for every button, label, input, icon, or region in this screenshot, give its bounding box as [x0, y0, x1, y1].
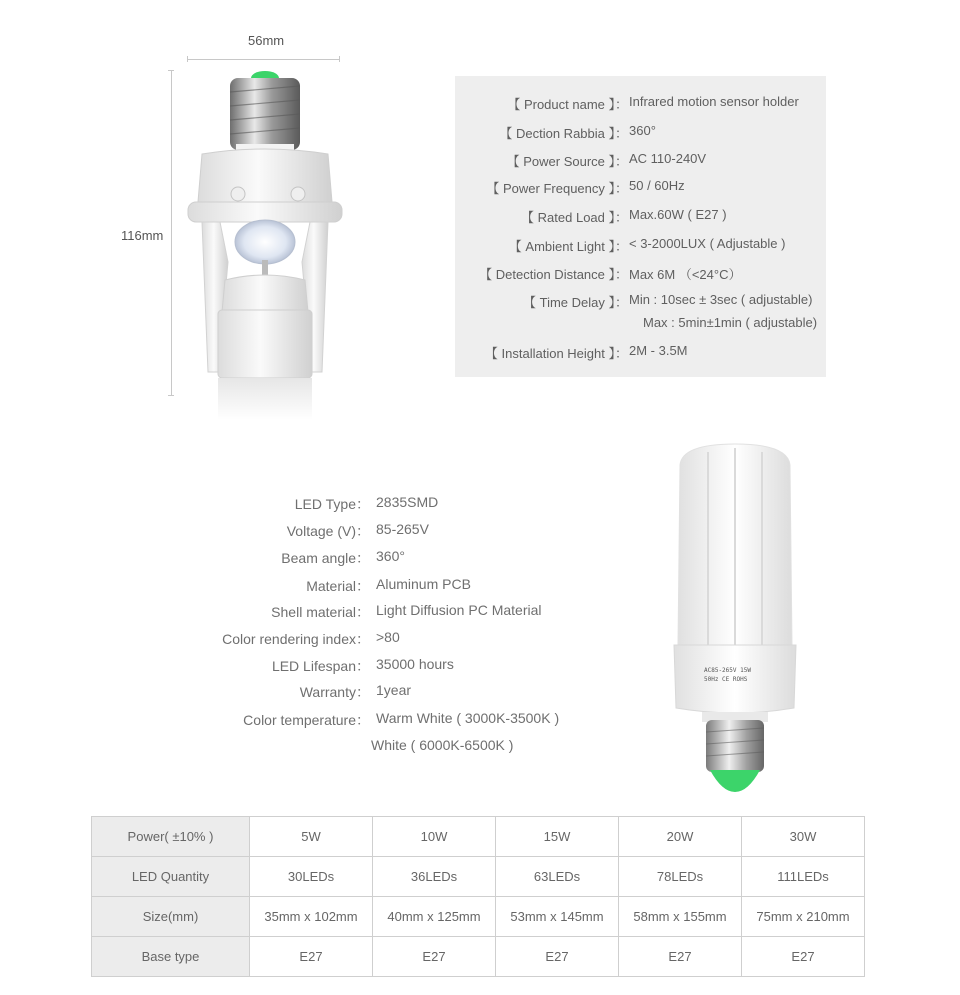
led-spec-label: Shell material：	[271, 604, 370, 620]
table-cell: 111LEDs	[742, 857, 865, 897]
table-cell: 53mm x 145mm	[496, 897, 619, 937]
spec-label: 【 Rated Load 】：	[521, 210, 628, 225]
spec-value: 360°	[629, 123, 656, 138]
spec-value: 50 / 60Hz	[629, 178, 685, 193]
spec-value: Infrared motion sensor holder	[629, 94, 799, 109]
table-row	[92, 937, 865, 977]
table-cell: 15W	[496, 817, 619, 857]
spec-label: 【 Time Delay 】：	[523, 295, 628, 310]
table-row-header: Power( ±10% )	[92, 817, 250, 857]
led-spec-value: 360°	[376, 548, 405, 564]
table-row	[92, 897, 865, 937]
spec-label: 【 Ambient Light 】：	[508, 239, 628, 254]
sensor-specs-panel	[455, 76, 826, 377]
table-cell: 58mm x 155mm	[619, 897, 742, 937]
led-spec-value: 85-265V	[376, 521, 429, 537]
spec-label: 【 Power Source 】：	[506, 154, 628, 169]
table-cell: E27	[250, 937, 373, 977]
spec-value: Max.60W ( E27 )	[629, 207, 727, 222]
table-cell: 30W	[742, 817, 865, 857]
spec-label: 【 Installation Height 】：	[484, 346, 628, 361]
height-dimension-label: 116mm	[121, 228, 164, 243]
led-spec-label: Warranty：	[299, 684, 370, 700]
spec-label: 【 Power Frequency 】：	[486, 181, 628, 196]
table-cell: 35mm x 102mm	[250, 897, 373, 937]
table-row-header: LED Quantity	[92, 857, 250, 897]
spec-label: 【 Dection Rabbia 】：	[499, 126, 628, 141]
table-cell: E27	[496, 937, 619, 977]
led-spec-label: Beam angle：	[281, 550, 370, 566]
led-spec-value: 1year	[376, 682, 412, 698]
table-cell: 5W	[250, 817, 373, 857]
height-dimension-tick-top	[168, 70, 174, 71]
spec-value: < 3-2000LUX ( Adjustable )	[629, 236, 786, 251]
led-spec-label: LED Lifespan：	[271, 658, 370, 674]
table-cell: E27	[742, 937, 865, 977]
spec-value: 2M - 3.5M	[629, 343, 688, 358]
bulb-label-line-1: AC85-265V 15W	[704, 667, 751, 674]
led-spec-label: Material：	[306, 578, 370, 594]
table-row-header: Size(mm)	[92, 897, 250, 937]
led-spec-value: Warm White ( 3000K-3500K )	[376, 710, 560, 726]
led-spec-label: Voltage (V)：	[286, 523, 370, 539]
led-spec-value: >80	[376, 629, 400, 645]
led-spec-value: Light Diffusion PC Material	[376, 602, 542, 618]
led-spec-label: Color rendering index：	[222, 631, 370, 647]
led-spec-value: White ( 6000K-6500K )	[371, 737, 514, 753]
led-corn-bulb-image	[668, 440, 802, 795]
table-cell: E27	[619, 937, 742, 977]
led-spec-label: LED Type：	[294, 496, 370, 512]
spec-value: AC 110-240V	[629, 151, 707, 166]
table-row	[92, 817, 865, 857]
spec-label: 【 Detection Distance 】：	[479, 267, 628, 282]
spec-value: Min : 10sec ± 3sec ( adjustable)	[629, 292, 813, 307]
table-cell: E27	[373, 937, 496, 977]
height-dimension-tick-bottom	[168, 395, 174, 396]
led-spec-value: 2835SMD	[376, 494, 439, 510]
sensor-holder-image	[180, 62, 350, 422]
table-row	[92, 857, 865, 897]
led-spec-value: Aluminum PCB	[376, 576, 471, 592]
table-cell: 36LEDs	[373, 857, 496, 897]
led-spec-label: Color temperature：	[243, 712, 370, 728]
width-dimension-label: 56mm	[248, 33, 285, 48]
table-cell: 40mm x 125mm	[373, 897, 496, 937]
table-cell: 30LEDs	[250, 857, 373, 897]
table-cell: 20W	[619, 817, 742, 857]
height-dimension-line	[171, 70, 172, 396]
table-cell: 63LEDs	[496, 857, 619, 897]
model-spec-table	[91, 816, 865, 977]
width-dimension-line	[187, 59, 340, 60]
table-cell: 10W	[373, 817, 496, 857]
spec-label: 【 Product name 】：	[507, 97, 628, 112]
spec-value: Max 6M （<24°C）	[629, 267, 742, 282]
bulb-label-line-2: 50Hz CE ROHS	[704, 676, 748, 683]
spec-value: Max : 5min±1min ( adjustable)	[643, 315, 818, 330]
table-row-header: Base type	[92, 937, 250, 977]
table-cell: 75mm x 210mm	[742, 897, 865, 937]
table-cell: 78LEDs	[619, 857, 742, 897]
led-spec-value: 35000 hours	[376, 656, 454, 672]
